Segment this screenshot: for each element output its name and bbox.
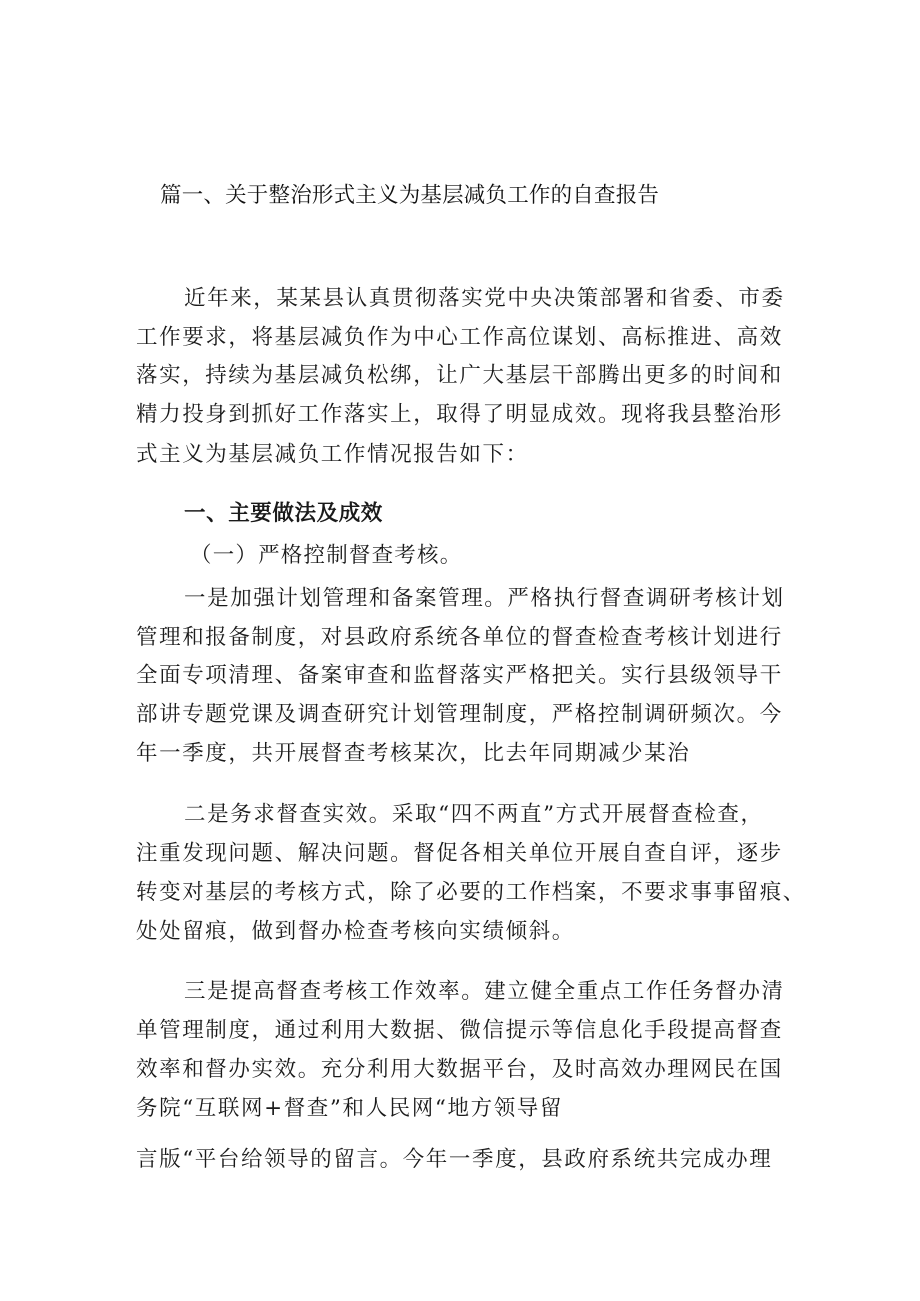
- paragraph-line: 务院“互联网+督查”和人民网“地方领导留: [136, 1096, 563, 1121]
- paragraph-line: 管理和报备制度，对县政府系统各单位的督查检查考核计划进行: [136, 625, 783, 650]
- paragraph-line: 单管理制度，通过利用大数据、微信提示等信息化手段提高督查: [136, 1018, 783, 1043]
- subsection-heading: （一）严格控制督查考核。: [190, 543, 463, 568]
- paragraph-line: 处处留痕，做到督办检查考核向实绩倾斜。: [136, 919, 575, 944]
- document-title: 篇一、关于整治形式主义为基层减负工作的自查报告: [160, 183, 660, 208]
- paragraph-line: 三是提高督查考核工作效率。建立健全重点工作任务督办清: [184, 979, 785, 1004]
- paragraph-line: 部讲专题党课及调查研究计划管理制度，严格控制调研频次。今: [136, 702, 783, 727]
- paragraph-line: 效率和督办实效。充分利用大数据平台，及时高效办理网民在国: [136, 1057, 783, 1082]
- paragraph-line: 二是务求督查实效。采取“四不两直”方式开展督查检查，: [184, 802, 764, 827]
- paragraph-line: 式主义为基层减负工作情况报告如下：: [136, 442, 529, 467]
- paragraph-line: 落实，持续为基层减负松绑，让广大基层干部腾出更多的时间和: [136, 363, 783, 388]
- paragraph-line: 一是加强计划管理和备案管理。严格执行督查调研考核计划: [184, 586, 785, 611]
- paragraph-line: 工作要求，将基层减负作为中心工作高位谋划、高标推进、高效: [136, 325, 783, 350]
- paragraph-line: 转变对基层的考核方式，除了必要的工作档案，不要求事事留痕、: [136, 880, 806, 905]
- paragraph-line: 近年来，某某县认真贯彻落实党中央决策部署和省委、市委: [184, 286, 785, 311]
- paragraph-line: 言版“平台给领导的留言。今年一季度，县政府系统共完成办理: [136, 1147, 773, 1172]
- paragraph-line: 年一季度，共开展督查考核某次，比去年同期减少某治: [136, 741, 691, 766]
- paragraph-line: 全面专项清理、备案审查和监督落实严格把关。实行县级领导干: [136, 663, 783, 688]
- paragraph-line: 精力投身到抓好工作落实上，取得了明显成效。现将我县整治形: [136, 402, 783, 427]
- paragraph-line: 注重发现问题、解决问题。督促各相关单位开展自查自评，逐步: [136, 841, 783, 866]
- section-heading: 一、主要做法及成效: [184, 501, 383, 526]
